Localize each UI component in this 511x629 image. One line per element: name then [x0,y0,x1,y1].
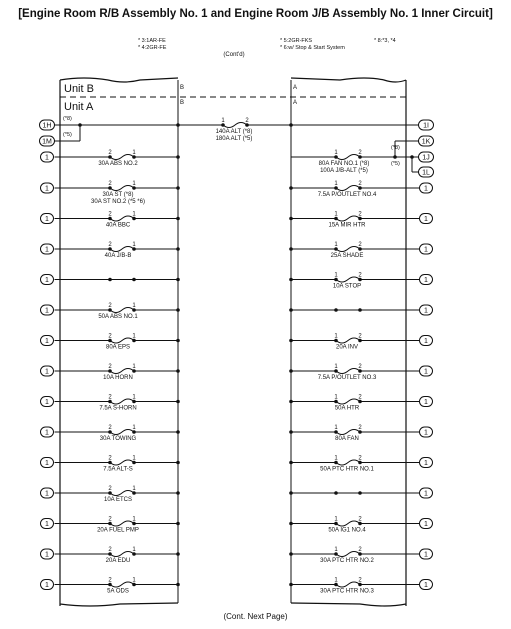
left-pin-2-11: 2 [108,516,112,523]
left-pin-1-9: 1 [132,455,136,462]
right-open-dot-10 [334,491,338,495]
diagram-title: [Engine Room R/B Assembly No. 1 and Engine Room J/B Assembly No. 1 Inner Circuit] [18,8,493,20]
connector-1L-label: 1L [422,169,430,177]
left-junction-12 [176,552,180,556]
left-pin-1-13: 1 [132,577,136,584]
fuse-label-50a-ig1-no-4: 50A IG1 NO.4 [328,527,366,534]
left-pin-1-10: 1 [132,486,136,492]
fuse-label-30a-ptc-htr-no-2: 30A PTC HTR NO.2 [320,558,374,564]
top-fuse-label-180a: 180A ALT (*5) [215,136,253,142]
fuse-label-20a-inv: 20A INV [335,344,359,351]
boundary-label-b-top: B [180,85,185,91]
right-note-5: (*5) [391,161,400,167]
left-pin-2-10: 2 [108,486,112,492]
right-pin-1-12: 1 [334,547,338,553]
left-pin-2-row0: 2 [108,150,112,156]
unit-a-label: Unit A [64,101,94,113]
fuse-label-30a-ptc-htr-no-3: 30A PTC HTR NO.3 [320,588,374,595]
left-connector-12-label: 1 [45,551,49,559]
fan-fuse-pin-2: 2 [358,150,362,156]
left-pin-2-13: 2 [108,577,112,584]
fuse-label-30a-abs-no2: 30A ABS NO.2 [98,161,138,167]
left-junction-4 [176,308,180,312]
connector-1I-label: 1I [423,122,429,130]
right-pin-2-7: 2 [358,394,362,401]
left-connector-6-label: 1 [45,368,49,376]
right-pin-1-8: 1 [334,425,338,431]
right-pin-2-3: 2 [358,272,362,279]
right-pin-2-0: 2 [358,181,362,187]
right-connector-5-label: 1 [424,338,428,346]
left-connector-4-label: 1 [45,307,49,315]
note-8: * 8:*3, *4 [374,38,396,44]
right-pin-1-3: 1 [334,272,338,279]
left-junction-5 [176,339,180,343]
right-connector-13-label: 1 [424,582,428,590]
left-pin-1-7: 1 [132,394,136,401]
right-connector-0-label: 1 [424,185,428,193]
fan-fuse-pin-1: 1 [334,150,338,156]
left-connector-9-label: 1 [45,460,49,468]
fuse-label-25a-shade: 25A SHADE [330,253,364,259]
left-junction-3 [176,278,180,282]
right-connector-8-label: 1 [424,429,428,437]
connector-1M-label: 1M [42,138,52,146]
fuse-label-80a-fan: 80A FAN NO.1 (*8) [318,161,370,167]
left-pin-2-5: 2 [108,333,112,340]
right-pin-2-11: 2 [358,516,362,523]
top-feed-note-8: (*8) [63,116,72,122]
fuse-label-15a-mir-htr: 15A MIR HTR [328,222,366,229]
connector-1J-label: 1J [422,154,430,162]
top-feed-junction-dot [78,123,82,127]
left-connector-3-label: 1 [45,277,49,285]
unit-b-label: Unit B [64,83,94,95]
left-connector-10-label: 1 [45,490,49,498]
right-open-dot-b-4 [358,308,362,312]
left-pin-2-12: 2 [108,547,112,553]
left-connector-2-label: 1 [45,246,49,254]
left-junction-7 [176,400,180,404]
right-connector-6-label: 1 [424,368,428,376]
fuse-label-7-5a-p-outlet-no-4: 7.5A P/OUTLET NO.4 [317,192,377,198]
left-connector-1-label: 1 [45,216,49,224]
left-junction-0 [176,186,180,190]
fuse-label-5a-ods: 5A ODS [107,588,129,595]
fuse-label-20a-fuel-pmp: 20A FUEL PMP [97,527,139,534]
left-junction-2 [176,247,180,251]
left-pin-2-4: 2 [108,303,112,309]
right-pin-1-6: 1 [334,364,338,370]
fuse-label-7-5a-p-outlet-no-3: 7.5A P/OUTLET NO.3 [317,375,377,381]
left-pin-1-row0: 1 [132,150,136,156]
left-junction-11 [176,522,180,526]
right-pin-1-9: 1 [334,455,338,462]
left-connector-8-label: 1 [45,429,49,437]
right-open-dot-b-10 [358,491,362,495]
boundary-label-a-top: A [293,85,298,91]
fuse-label-10a-stop: 10A STOP [332,283,362,290]
right-connector-9-label: 1 [424,460,428,468]
left-pin-1-6: 1 [132,364,136,370]
left-pin-1-2: 1 [132,242,136,248]
right-pin-1-13: 1 [334,577,338,584]
fuse-label-30a-st-no-2-5-6: 30A ST NO.2 (*5 *6) [91,199,145,205]
right-1l-junction-dot [410,155,414,159]
note-stop-start: * 6:w/ Stop & Start System [280,45,345,51]
right-connector-12-label: 1 [424,551,428,559]
fuse-label-50a-htr: 50A HTR [334,405,360,412]
left-pin-1-0: 1 [132,181,136,187]
fuse-label-10a-etcs: 10A ETCS [103,497,133,503]
left-pin-2-7: 2 [108,394,112,401]
boundary-label-a-bottom: A [293,100,298,106]
fuse-label-30a-towing: 30A TOWING [99,436,137,442]
left-connector-7-label: 1 [45,399,49,407]
left-pin-1-12: 1 [132,547,136,553]
left-open-dot-b-3 [132,278,136,282]
left-pin-2-6: 2 [108,364,112,370]
left-pin-1-4: 1 [132,303,136,309]
right-pin-2-6: 2 [358,364,362,370]
right-pin-2-8: 2 [358,425,362,431]
top-feed-note-5: (*5) [63,132,72,138]
fuse-label-50a-ptc-htr-no-1: 50A PTC HTR NO.1 [320,466,374,473]
right-pin-1-2: 1 [334,242,338,248]
left-pin-2-0: 2 [108,181,112,187]
note-contd: (Cont'd) [223,52,245,58]
left-pin-2-2: 2 [108,242,112,248]
right-connector-7-label: 1 [424,399,428,407]
right-connector-1-label: 1 [424,216,428,224]
left-junction-13 [176,583,180,587]
right-connector-3-label: 1 [424,277,428,285]
fuse-label-7-5a-alt-s: 7.5A ALT-S [103,466,133,473]
right-pin-2-2: 2 [358,242,362,248]
left-pin-2-9: 2 [108,455,112,462]
fuse-label-30a-st-8: 30A ST (*8) [102,192,134,198]
left-connector-11-label: 1 [45,521,49,529]
left-pin-1-8: 1 [132,425,136,431]
top-fuse-pin-1: 1 [221,118,225,124]
note-1ar-fe: * 3:1AR-FE [138,38,166,44]
connector-1K-label: 1K [421,138,431,146]
left-pin-1-5: 1 [132,333,136,340]
right-pin-2-13: 2 [358,577,362,584]
left-junction-10 [176,491,180,495]
right-pin-1-1: 1 [334,211,338,218]
top-fuse-label-140a: 140A ALT (*8) [215,129,253,135]
fuse-label-40a-bbc: 40A BBC [105,222,131,229]
left-connector-5-label: 1 [45,338,49,346]
top-feed-junction-b [176,123,180,127]
boundary-label-b-bottom: B [180,100,185,106]
left-connector-13-label: 1 [45,582,49,590]
left-junction-8 [176,430,180,434]
fuse-label-50a-abs-no-1: 50A ABS NO.1 [98,314,138,320]
fuse-label-40a-j-b-b: 40A J/B-B [104,253,132,259]
fuse-label-20a-edu: 20A EDU [105,558,131,564]
right-pin-1-7: 1 [334,394,338,401]
left-junction-6 [176,369,180,373]
right-note-8: (*8) [391,145,400,151]
left-junction-9 [176,461,180,465]
right-connector-10-label: 1 [424,490,428,498]
top-fuse-pin-2: 2 [245,118,249,124]
left-pin-1-11: 1 [132,516,136,523]
left-junction-row0 [176,155,180,159]
fuse-label-80a-fan: 80A FAN [335,436,359,442]
right-pin-2-9: 2 [358,455,362,462]
note-2gr-fe: * 4:2GR-FE [138,45,167,51]
left-junction-1 [176,217,180,221]
left-connector-0-label: 1 [45,185,49,193]
right-open-dot-4 [334,308,338,312]
footer-note: (Cont. Next Page) [223,612,288,621]
left-open-dot-3 [108,278,112,282]
left-pin-2-1: 2 [108,211,112,218]
connector-1H-label: 1H [42,122,52,130]
right-1k-junction-dot [393,155,397,159]
fuse-label-80a-eps: 80A EPS [105,344,131,351]
right-connector-11-label: 1 [424,521,428,529]
left-connector-row0-label: 1 [45,154,49,162]
left-pin-2-8: 2 [108,425,112,431]
note-2gr-fks: * 5:2GR-FKS [280,38,313,44]
right-connector-2-label: 1 [424,246,428,254]
right-connector-4-label: 1 [424,307,428,315]
right-pin-1-5: 1 [334,333,338,340]
right-pin-1-0: 1 [334,181,338,187]
right-pin-2-5: 2 [358,333,362,340]
right-pin-2-1: 2 [358,211,362,218]
fuse-label-7-5a-s-horn: 7.5A S-HORN [99,405,137,412]
left-pin-1-1: 1 [132,211,136,218]
fuse-label-10a-horn: 10A HORN [103,375,133,381]
right-pin-2-12: 2 [358,547,362,553]
fuse-label-100a-jb-alt: 100A J/B-ALT (*5) [320,168,368,174]
right-pin-1-11: 1 [334,516,338,523]
